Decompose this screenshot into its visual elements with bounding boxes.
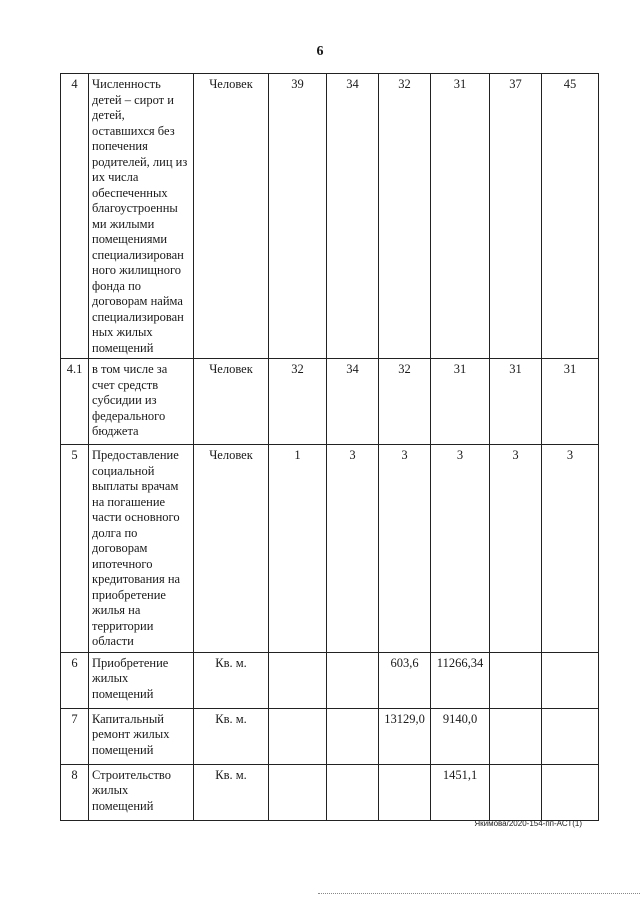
table-row [61,652,599,708]
value-cell: 3 [431,445,490,653]
value-cell: 45 [542,74,599,359]
value-cell: 32 [269,359,327,445]
unit-cell: Кв. м. [194,708,269,764]
value-cell [542,652,599,708]
value-cell: 31 [431,359,490,445]
value-cell: 13129,0 [379,708,431,764]
row-number: 7 [61,708,89,764]
unit-cell: Человек [194,445,269,653]
value-cell [269,708,327,764]
value-cell: 32 [379,359,431,445]
row-number: 6 [61,652,89,708]
indicator-name: в том числе за счет средств субсидии из федерального бюджета [89,359,194,445]
unit-cell: Кв. м. [194,652,269,708]
unit-cell: Человек [194,74,269,359]
table-row [61,764,599,820]
value-cell [327,764,379,820]
row-number: 8 [61,764,89,820]
row-number: 4.1 [61,359,89,445]
value-cell [542,764,599,820]
value-cell: 3 [542,445,599,653]
value-cell: 3 [327,445,379,653]
indicator-name: Капитальный ремонт жилых помещений [89,708,194,764]
value-cell: 31 [490,359,542,445]
value-cell: 34 [327,74,379,359]
value-cell: 31 [542,359,599,445]
row-number: 5 [61,445,89,653]
table-row [61,74,599,359]
value-cell: 1451,1 [431,764,490,820]
row-number: 4 [61,74,89,359]
table-row [61,359,599,445]
value-cell: 34 [327,359,379,445]
value-cell [327,652,379,708]
value-cell [269,764,327,820]
table-row [61,445,599,653]
value-cell [542,708,599,764]
value-cell: 1 [269,445,327,653]
value-cell [379,764,431,820]
value-cell [490,764,542,820]
value-cell: 603,6 [379,652,431,708]
value-cell: 11266,34 [431,652,490,708]
value-cell: 32 [379,74,431,359]
indicators-table [60,73,599,821]
value-cell: 37 [490,74,542,359]
value-cell: 3 [379,445,431,653]
indicator-name: Приобретение жилых помещений [89,652,194,708]
page-number: 6 [316,44,324,59]
value-cell [327,708,379,764]
document-reference: Якимова/2020-154-пп-АСТ(1) [474,819,582,828]
indicator-name: Численность детей – сирот и детей, оставшихся без попечения родителей, лиц из их числа обеспеченных благоустроенны ми жилыми помещениями специализирован ного жилищного фонда по договорам найма специализирован ных жилых помещений [89,74,194,359]
value-cell: 9140,0 [431,708,490,764]
indicator-name: Предоставление социальной выплаты врачам на погашение части основного долга по договорам ипотечного кредитования на приобретение жилья на территории области [89,445,194,653]
value-cell [490,652,542,708]
table-row [61,708,599,764]
value-cell: 3 [490,445,542,653]
unit-cell: Кв. м. [194,764,269,820]
value-cell: 39 [269,74,327,359]
indicator-name: Строительство жилых помещений [89,764,194,820]
scan-divider [318,893,640,895]
value-cell [490,708,542,764]
unit-cell: Человек [194,359,269,445]
value-cell [269,652,327,708]
value-cell: 31 [431,74,490,359]
